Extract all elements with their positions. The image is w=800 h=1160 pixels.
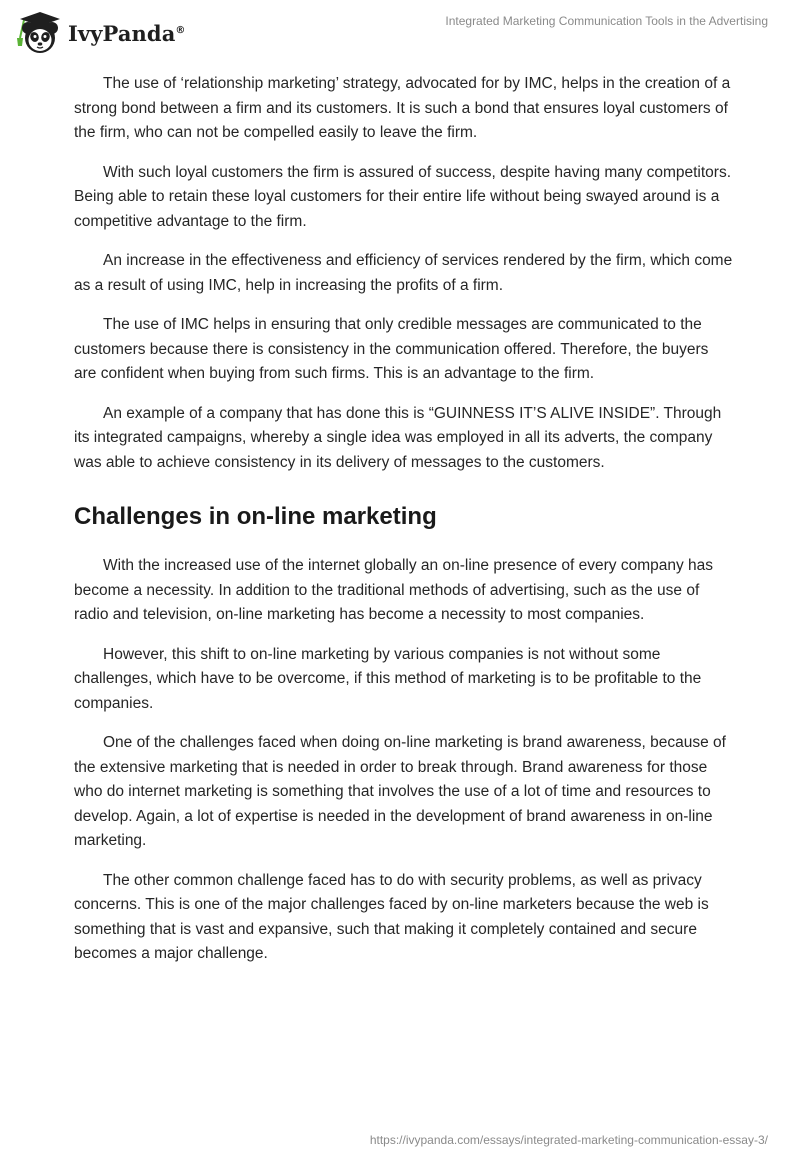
paragraph: An increase in the effectiveness and efficiency of services rendered by the firm, which come as a result of using IMC, help in increasing the profits of a firm. (74, 252, 733, 294)
registered-mark: ® (175, 24, 186, 36)
running-title: Integrated Marketing Communication Tools in the Advertising (445, 14, 768, 28)
paragraph: The use of IMC helps in ensuring that only credible messages are communicated to the customers because there is consistency in the communication offered. Therefore, the buyers are confident when buying from such firms. This is an advantage to the firm. (74, 316, 709, 382)
essay-body (74, 72, 734, 982)
paragraph: One of the challenges faced when doing on-line marketing is brand awareness, because of the extensive marketing that is needed in order to break through. Brand awareness for those who do internet marketing is something that involves the use of a lot of time and resources to develop. Again, a lot of expertise is needed in the development of brand awareness in on-line marketing. (74, 734, 726, 849)
paragraph: With such loyal customers the firm is assured of success, despite having many competitors. Being able to retain these loyal customers for their entire life without being swayed around is a competitive advantage to the firm. (74, 163, 731, 230)
paragraph: The use of ‘relationship marketing’ strategy, advocated for by IMC, helps in the creation of a strong bond between a firm and its customers. It is such a bond that ensures loyal customers of the firm, who can not be compelled easily to leave the firm. (74, 75, 731, 141)
paragraph: With the increased use of the internet globally an on-line presence of every company has become a necessity. In addition to the traditional methods of advertising, such as the use of radio and television, on-line marketing has become a necessity to most companies. (74, 557, 714, 623)
ivypanda-logo[interactable] (14, 8, 186, 56)
paragraph: However, this shift to on-line marketing by various companies is not without some challenges, which have to be overcome, if this method of marketing is to be profitable to the companies. (74, 645, 702, 712)
paragraph: The other common challenge faced has to do with security problems, as well as privacy concerns. This is one of the major challenges faced by on-line marketers because the web is something that is vast and expansive, such that making it completely contained and secure becomes a major challenge. (74, 871, 709, 962)
section-heading: Challenges in on-line marketing (74, 503, 437, 530)
panda-graduate-icon (14, 8, 64, 56)
paragraph: An example of a company that has done this is “GUINNESS IT’S ALIVE INSIDE”. Through its integrated campaigns, whereby a single idea was employed in all its adverts, the company was able to achieve consistency in its delivery of messages to the customers. (74, 404, 722, 471)
brand-name: IvyPanda® (68, 20, 186, 46)
source-url-link[interactable]: https://ivypanda.com/essays/integrated-marketing-communication-essay-3/ (369, 1133, 768, 1147)
